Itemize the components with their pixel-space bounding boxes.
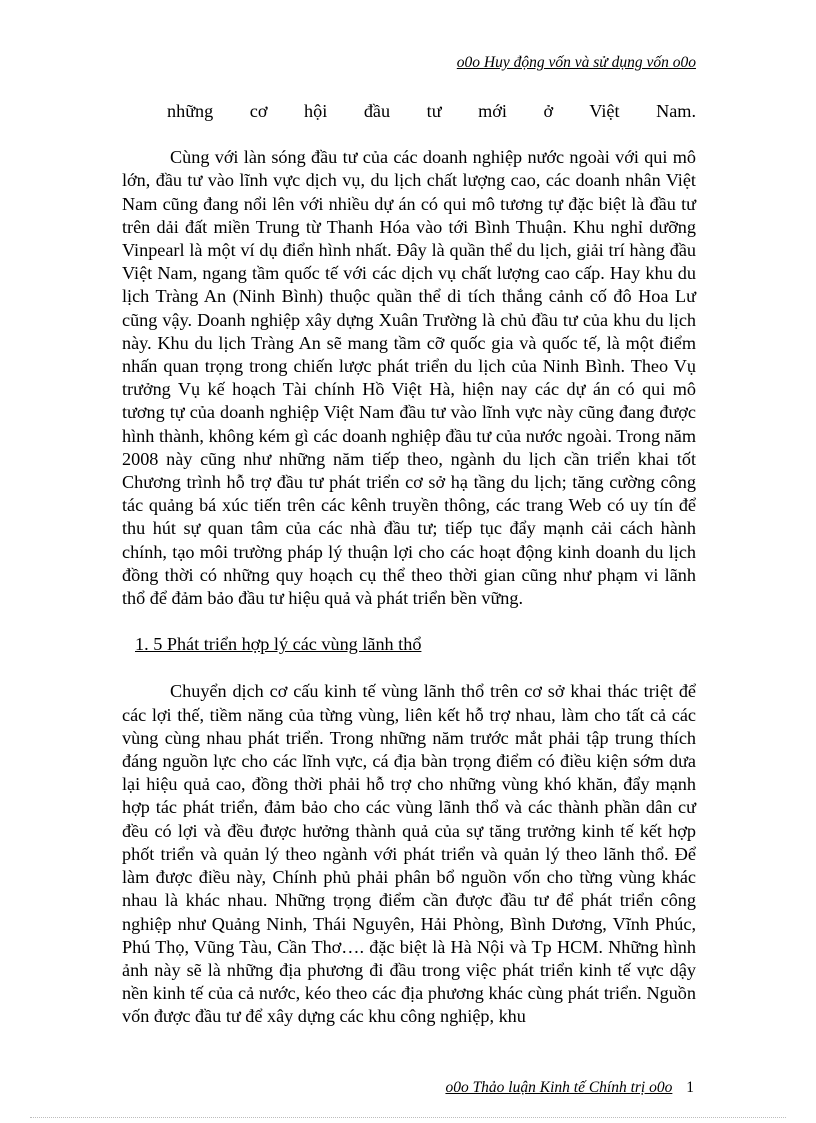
page-header-title: o0o Huy động vốn và sử dụng vốn o0o xyxy=(456,54,696,71)
continuation-line: những cơ hội đầu tư mới ở Việt Nam. xyxy=(167,101,696,121)
section-heading: 1. 5 Phát triển hợp lý các vùng lãnh thổ xyxy=(135,634,422,655)
paragraph-2: Chuyển dịch cơ cấu kinh tế vùng lãnh thổ trên cơ sở khai thác triệt để các lợi thế, tiềm năng của từng vùng, liên kết hỗ trợ nhau, làm cho tất cả các vùng cùng nhau phát triển. Trong những năm trước mắt phải tập trung thích đáng nguồn lực cho các lĩnh vực, cá địa bàn trọng điểm có điều kiện sớm dưa lại hiệu quả cao, đồng thời phải hỗ trợ cho những vùng khó khăn, đẩy mạnh hợp tác phát triển, đảm bảo cho các vùng lãnh thổ và các thành phần dân cư đều có lợi và đều được hưởng thành quả của sự tăng trưởng kinh tế kết hợp phốt triển và quản lý theo ngành với phát triển và quản lý theo lãnh thổ. Để làm được điều này, Chính phủ phải phân bổ nguồn vốn cho từng vùng khác nhau là khác nhau. Những trọng điểm cần được đầu tư để phát triển công nghiệp như Quảng Ninh, Thái Nguyên, Hải Phòng, Bình Dương, Vĩnh Phúc, Phú Thọ, Vũng Tàu, Cần Thơ…. đặc biệt là Hà Nội và Tp HCM. Những hình ảnh này sẽ là những địa phương đi đầu trong việc phát triển kinh tế vực dậy nền kinh tế của cả nước, kéo theo các địa phương khác cùng phát triển. Nguồn vốn được đầu tư để xây dựng các khu công nghiệp, khu xyxy=(122,681,696,1027)
page-bottom-divider xyxy=(30,1117,786,1118)
page-number: 1 xyxy=(686,1079,694,1096)
footer-title: o0o Thảo luận Kinh tế Chính trị o0o xyxy=(445,1079,673,1096)
page-footer xyxy=(445,1079,694,1097)
paragraph-1: Cùng với làn sóng đầu tư của các doanh nghiệp nước ngoài với qui mô lớn, đầu tư vào lĩnh vực dịch vụ, du lịch chất lượng cao, các doanh nhân Việt Nam cũng đang nổi lên với nhiều dự án có qui mô tương tự đặc biệt là đầu tư trên dải đất miền Trung từ Thanh Hóa vào tới Bình Thuận. Khu nghỉ dưỡng Vinpearl là một ví dụ điển hình nhất. Đây là quần thể du lịch, giải trí hàng đầu Việt Nam, ngang tầm quốc tế với các dịch vụ chất lượng cao cấp. Hay khu du lịch Tràng An (Ninh Bình) thuộc quần thể di tích thắng cảnh cố đô Hoa Lư cũng vậy. Doanh nghiệp xây dựng Xuân Trường là chủ đầu tư của khu du lịch này. Khu du lịch Tràng An sẽ mang tầm cỡ quốc gia và quốc tế, là một điểm nhấn quan trọng trong chiến lược phát triển du lịch của Ninh Bình. Theo Vụ trưởng Vụ kế hoạch Tài chính Hồ Việt Hà, hiện nay các dự án có qui mô tương tự của doanh nghiệp Việt Nam đầu tư vào lĩnh vực này cũng đang được hình thành, không kém gì các doanh nghiệp đầu tư của nước ngoài. Trong năm 2008 này cũng như những năm tiếp theo, ngành du lịch cần triển khai tốt Chương trình hỗ trợ đầu tư phát triển cơ sở hạ tầng du lịch; tăng cường công tác quảng bá xúc tiến trên các kênh truyền thông, các trang Web có uy tín để thu hút sự quan tâm của các nhà đầu tư; tiếp tục đẩy mạnh cải cách hành chính, tạo môi trường pháp lý thuận lợi cho các hoạt động kinh doanh du lịch đồng thời có những quy hoạch cụ thể theo thời gian cũng như phạm vi lãnh thổ để đảm bảo đầu tư hiệu quả và phát triển bền vững. xyxy=(122,147,696,609)
page-body xyxy=(122,100,696,1029)
